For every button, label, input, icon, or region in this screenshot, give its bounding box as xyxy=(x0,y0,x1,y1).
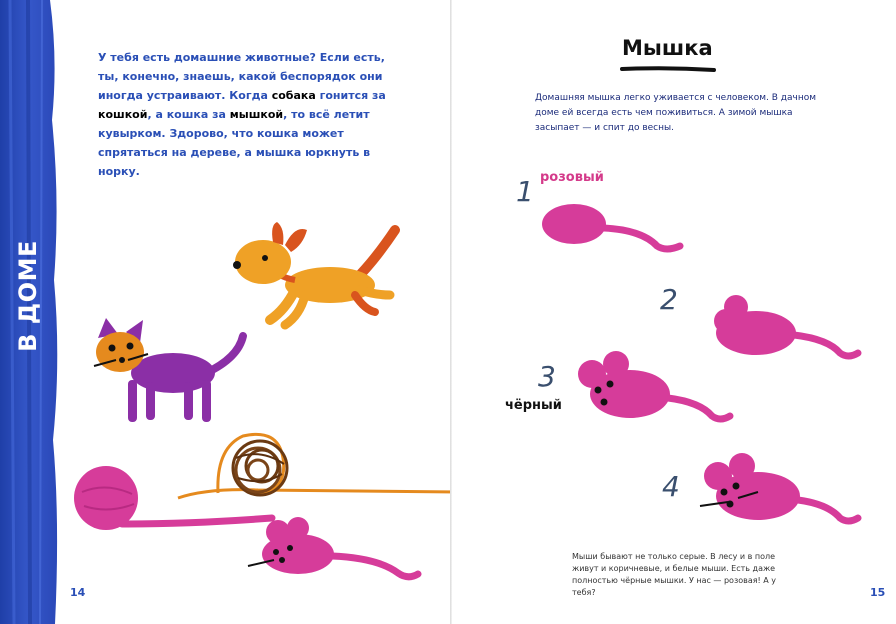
step-number-1: 1 xyxy=(516,175,534,208)
intro-part-3: , а кошка за xyxy=(147,108,230,121)
cat-painting xyxy=(88,318,258,428)
description-text: Домашняя мышка легко уживается с человеком. В дачном доме ей всегда есть чем поживиться. А зимой мышка засыпает — и спит до весны. xyxy=(535,93,817,133)
pink-yarn-painting xyxy=(72,462,272,542)
dog-painting xyxy=(225,220,405,330)
intro-part-2: гонится за xyxy=(315,89,386,102)
mouse-painting-left xyxy=(248,518,428,588)
page-number-left: 14 xyxy=(70,586,86,599)
mouse-step-4 xyxy=(698,452,868,532)
mouse-step-3 xyxy=(574,350,734,430)
step-number-2: 2 xyxy=(660,283,678,316)
color-label-black: чёрный xyxy=(505,398,562,413)
page-number-right: 15 xyxy=(870,586,886,599)
step-number-3: 3 xyxy=(538,360,556,393)
section-title: В ДОМЕ xyxy=(14,240,42,352)
mouse-step-1 xyxy=(542,200,692,260)
right-page xyxy=(452,0,896,624)
step-number-4: 4 xyxy=(662,470,680,503)
intro-part-1: У тебя есть домашние животные? Если есть, ты, конечно, знаешь, какой беспорядок они иногда устраивают. Когда xyxy=(98,51,385,102)
intro-part-4: , то всё летит кувырком. Здорово, что кошка может спрятаться на дереве, а мышка юркнуть в норку. xyxy=(98,108,371,178)
note-text: Мыши бывают не только серые. В лесу и в поле живут и коричневые, и белые мыши. Есть даже полностью чёрные мышки. У нас — розовая! А у тебя? xyxy=(572,552,777,597)
intro-text xyxy=(98,48,388,181)
intro-word-cat: кошкой xyxy=(98,108,148,121)
intro-word-dog: собака xyxy=(271,89,316,102)
page-title: Мышка xyxy=(622,36,713,60)
intro-word-mouse: мышкой xyxy=(229,108,284,121)
color-label-pink: розовый xyxy=(540,170,604,185)
title-underline xyxy=(622,66,714,72)
